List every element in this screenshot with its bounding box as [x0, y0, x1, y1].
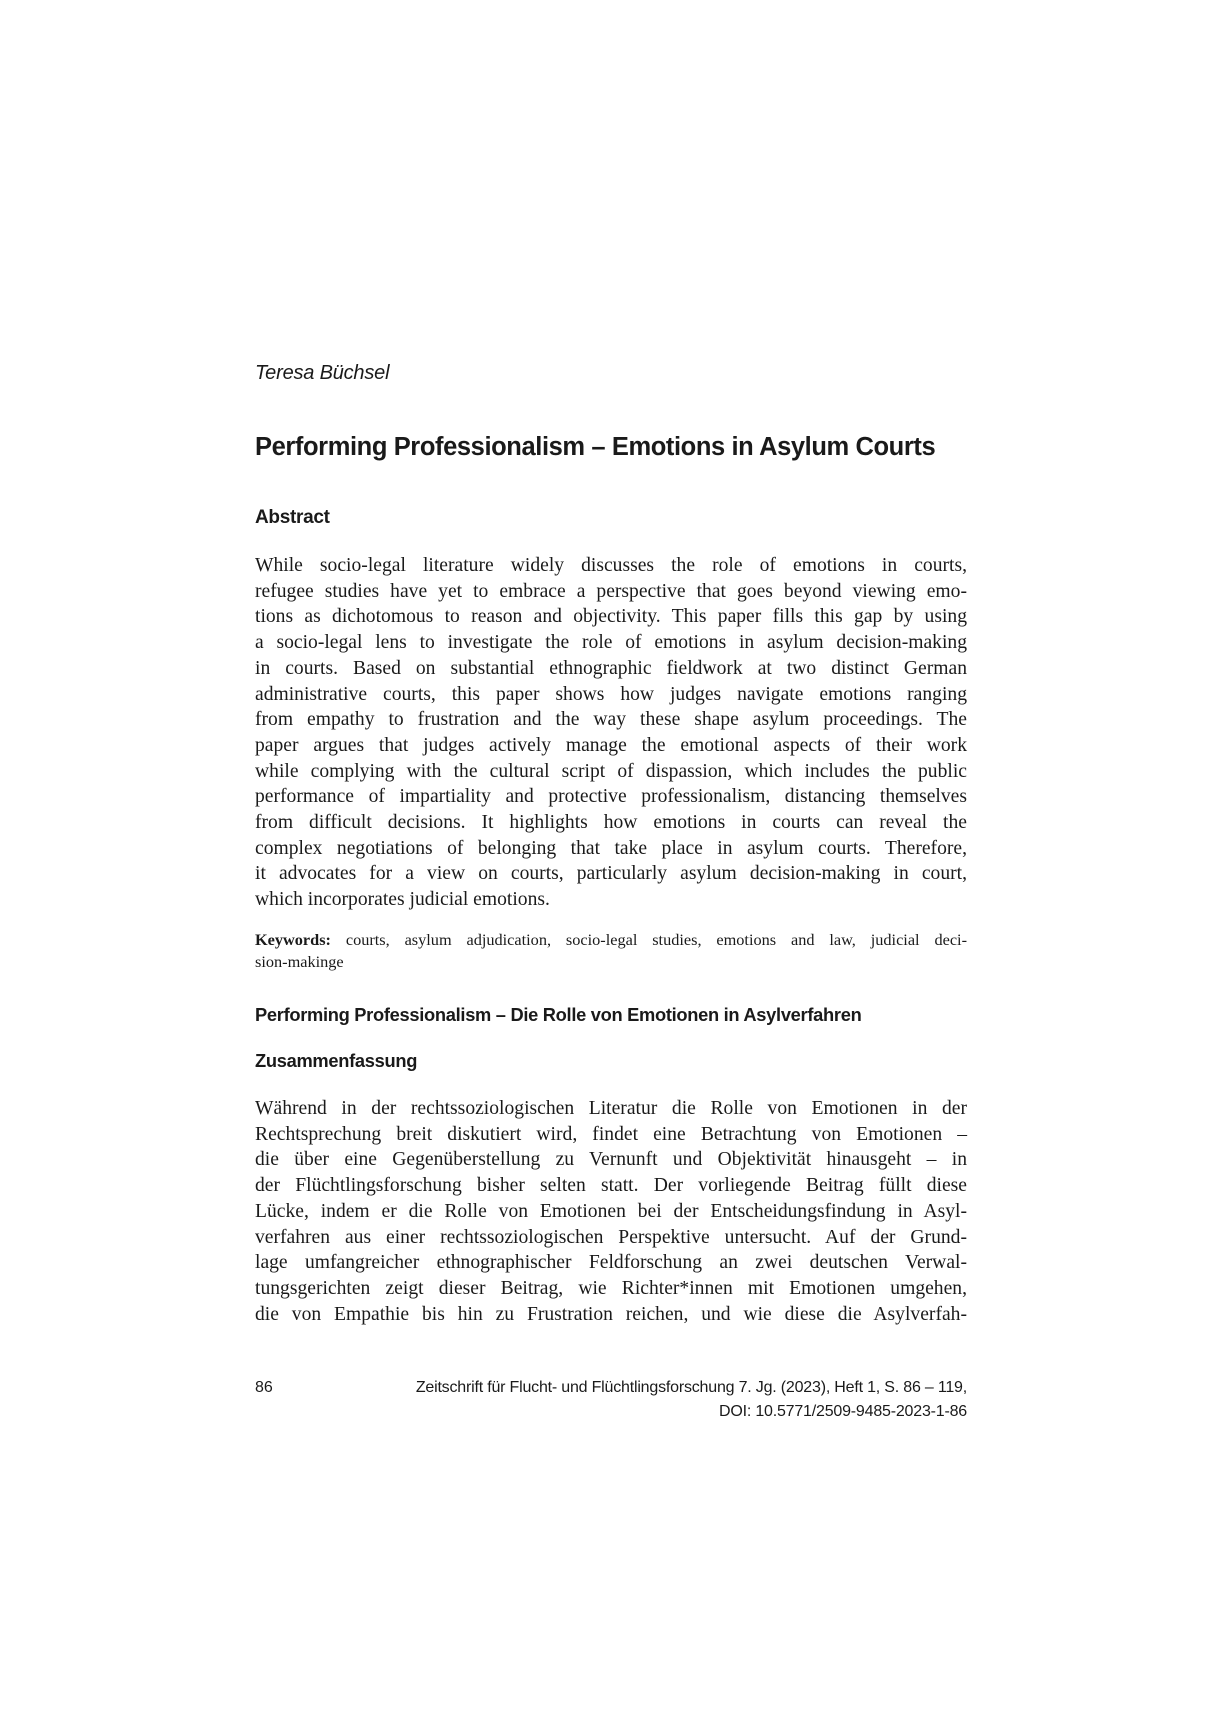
zusammenfassung-body [255, 1096, 967, 1327]
abstract-heading: Abstract [255, 507, 330, 528]
abstract-line: refugee studies have yet to embrace a perspective that goes beyond viewing emo- [255, 580, 967, 602]
zusammenfassung-line: die über eine Gegenüberstellung zu Vernunft und Objektivität hinausgeht – in [255, 1149, 967, 1171]
abstract-line: a socio-legal lens to investigate the role of emotions in asylum decision-making [255, 632, 967, 654]
abstract-line: which incorporates judicial emotions. [255, 889, 550, 911]
abstract-body [255, 553, 967, 913]
zusammenfassung-line: der Flüchtlingsforschung bisher selten statt. Der vorliegende Beitrag füllt diese [255, 1175, 967, 1197]
abstract-line: while complying with the cultural script of dispassion, which includes the public [255, 760, 967, 782]
zusammenfassung-line: Während in der rechtssoziologischen Literatur die Rolle von Emotionen in der [255, 1098, 967, 1119]
paper-title: Performing Professionalism – Emotions in Asylum Courts [255, 433, 936, 461]
zusammenfassung-line: Lücke, indem er die Rolle von Emotionen bei der Entscheidungsfindung in Asyl- [255, 1200, 967, 1222]
author-name: Teresa Büchsel [255, 362, 390, 384]
doi: DOI: 10.5771/2509-9485-2023-1-86 [718, 1403, 967, 1420]
abstract-line: in courts. Based on substantial ethnographic fieldwork at two distinct German [255, 657, 967, 679]
journal-reference: Zeitschrift für Flucht- und Flüchtlingsforschung 7. Jg. (2023), Heft 1, S. 86 – 119, [415, 1379, 967, 1396]
zusammenfassung-heading: Zusammenfassung [255, 1050, 418, 1071]
abstract-line: performance of impartiality and protective professionalism, distancing themselves [255, 786, 967, 808]
zusammenfassung-line: lage umfangreicher ethnographischer Feldforschung an zwei deutschen Verwal- [255, 1252, 967, 1274]
keywords-list: courts, asylum adjudication, socio-legal studies, emotions and law, judicial deci- [330, 930, 967, 949]
zusammenfassung-line: die von Empathie bis hin zu Frustration reichen, und wie diese die Asylverfah- [255, 1303, 967, 1325]
zusammenfassung-line: tungsgerichten zeigt dieser Beitrag, wie Richter*innen mit Emotionen umgehen, [255, 1277, 967, 1299]
abstract-line: from difficult decisions. It highlights how emotions in courts can reveal the [255, 812, 967, 834]
abstract-line: tions as dichotomous to reason and objectivity. This paper fills this gap by using [255, 606, 967, 628]
keywords-label: Keywords: [255, 930, 331, 949]
journal-citation [416, 1376, 967, 1424]
abstract-line: from empathy to frustration and the way these shape asylum proceedings. The [255, 709, 967, 731]
keywords-list-cont: sion-makinge [255, 952, 344, 971]
abstract-line: While socio-legal literature widely discusses the role of emotions in courts, [255, 555, 967, 576]
german-title: Performing Professionalism – Die Rolle von Emotionen in Asylverfahren [255, 1004, 862, 1025]
abstract-line: complex negotiations of belonging that take place in asylum courts. Therefore, [255, 837, 967, 859]
zusammenfassung-line: verfahren aus einer rechtssoziologischen Perspektive untersucht. Auf der Grund- [255, 1226, 967, 1248]
abstract-line: it advocates for a view on courts, particularly asylum decision-making in court, [255, 863, 967, 885]
abstract-line: administrative courts, this paper shows how judges navigate emotions ranging [255, 683, 967, 705]
keywords [255, 929, 967, 973]
abstract-line: paper argues that judges actively manage the emotional aspects of their work [255, 734, 967, 756]
page-number: 86 [255, 1379, 273, 1396]
zusammenfassung-line: Rechtsprechung breit diskutiert wird, findet eine Betrachtung von Emotionen – [255, 1123, 967, 1145]
